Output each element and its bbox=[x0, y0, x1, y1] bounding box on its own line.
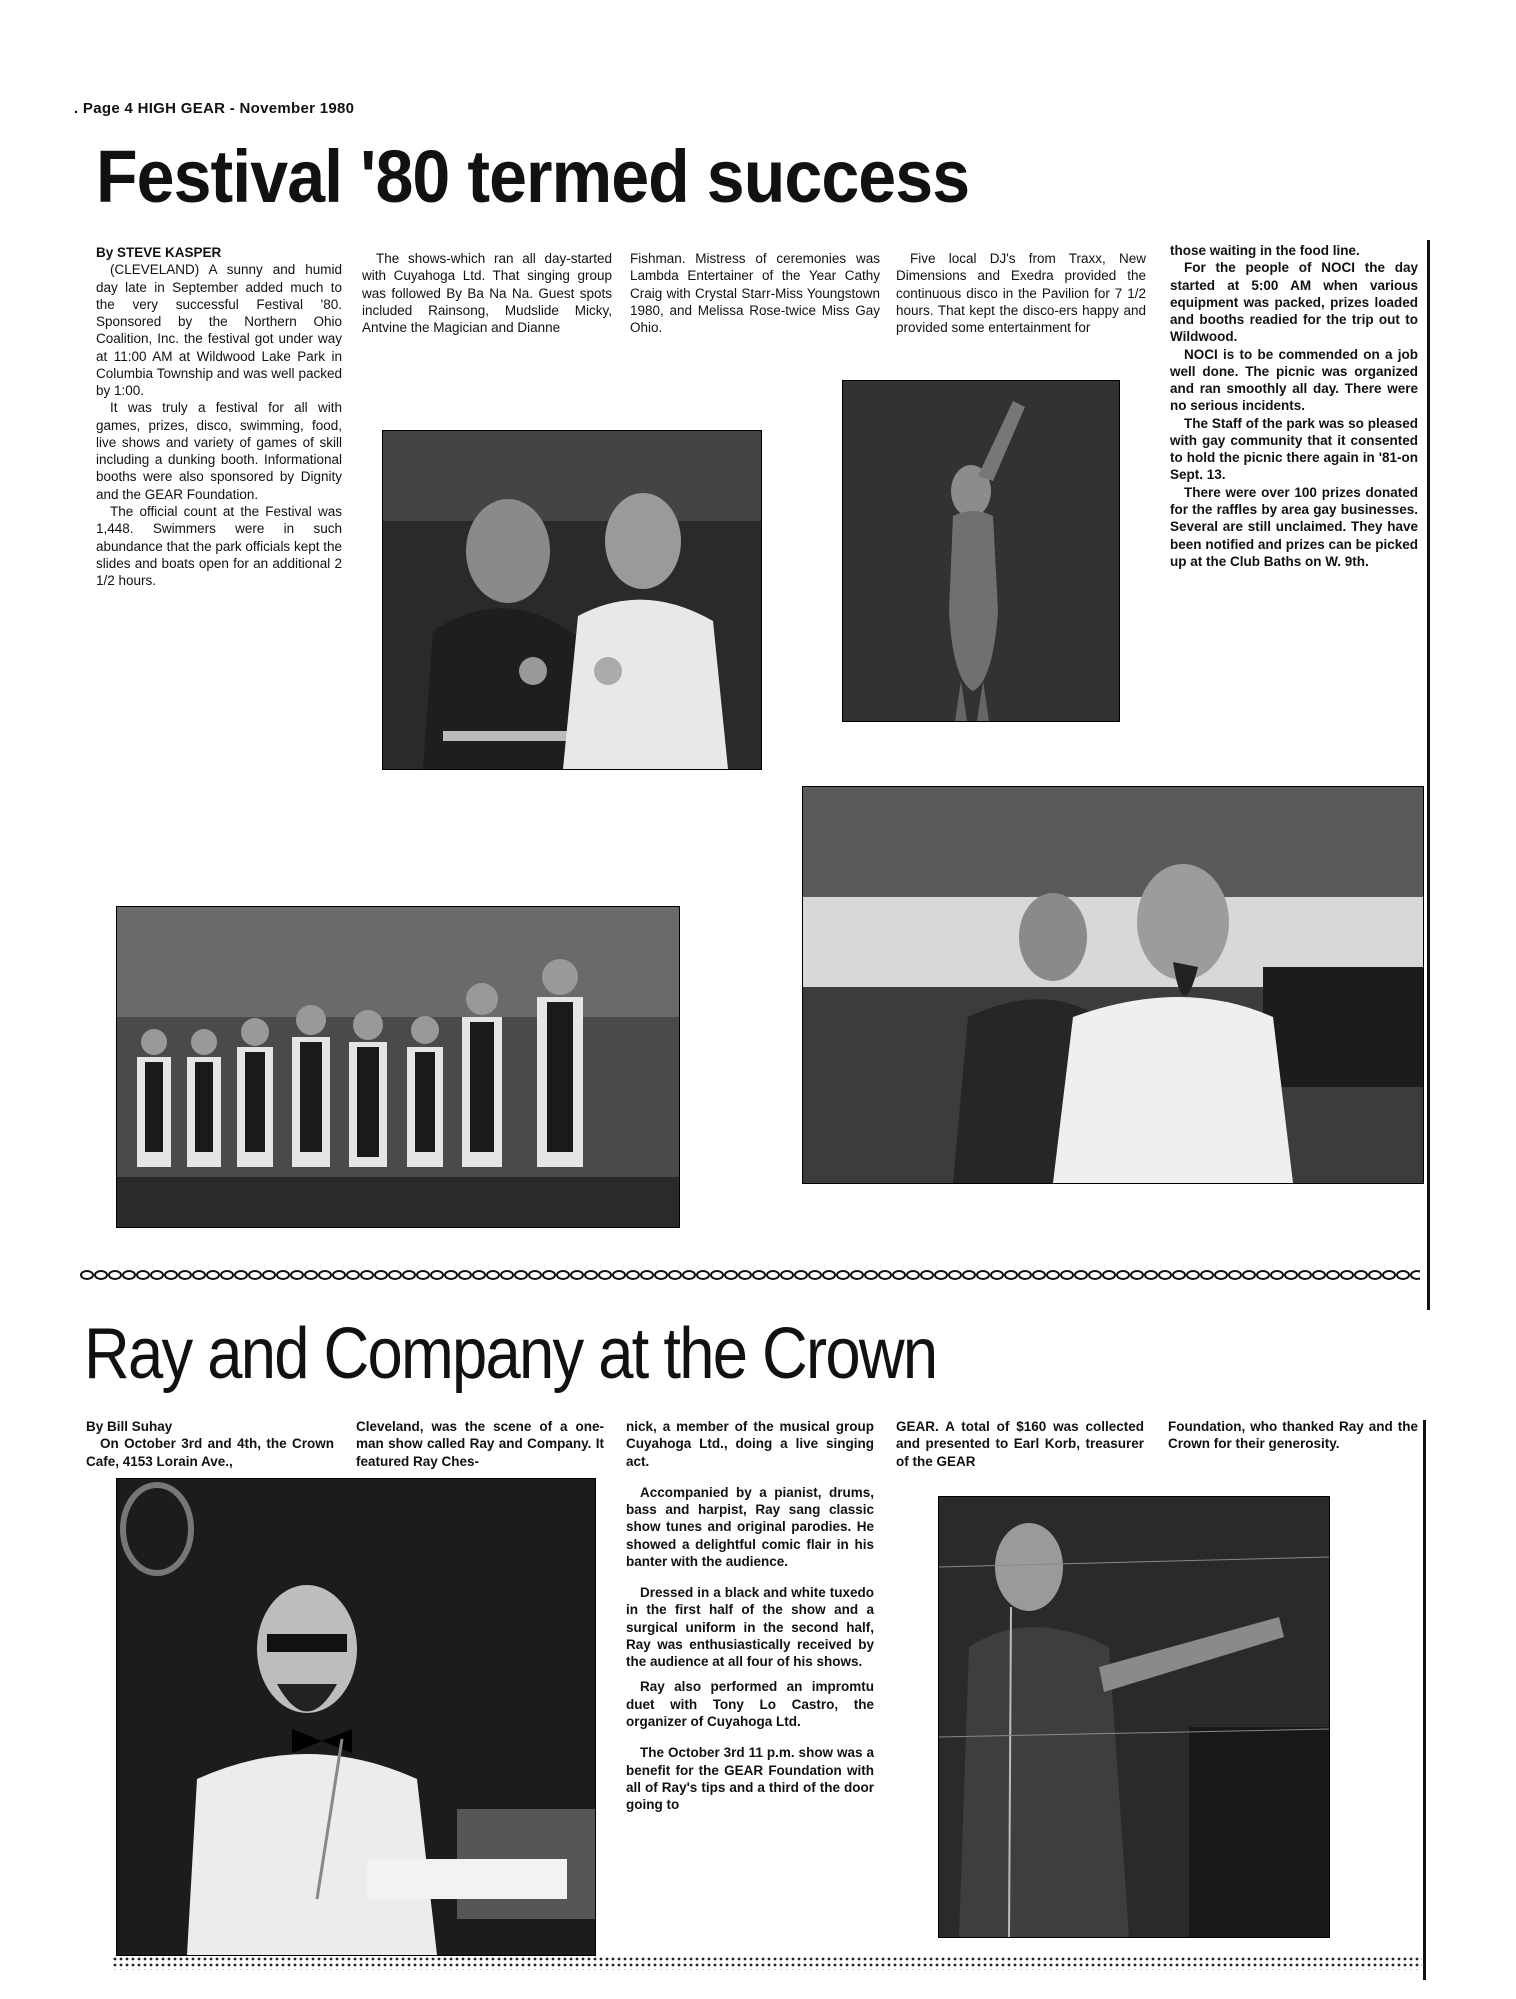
article1-paragraph: It was truly a festival for all with games, prizes, disco, swimming, food, live shows and variety of games of skill including a dunking booth. Informational booths were also sponsored by Dignity and the GEAR Foundation. bbox=[96, 400, 342, 502]
article2-paragraph: Accompanied by a pianist, drums, bass and harpist, Ray sang classic show tunes and original parodies. He showed a delightful comic flair in his banter with the audience. bbox=[626, 1484, 874, 1569]
article1-column-3 bbox=[630, 250, 880, 336]
photo-ray-singing bbox=[938, 1496, 1330, 1938]
article1-column-4 bbox=[896, 250, 1146, 336]
article1-paragraph: The shows-which ran all day-started with Cuyahoga Ltd. That singing group was followed By Ba Na Na. Guest spots included Rainsong, Mudslide Micky, Antvine the Magician and Dianne bbox=[362, 251, 612, 336]
article1-paragraph: The official count at the Festival was 1,448. Swimmers were in such abundance that the park officials kept the slides and boats open for an additional 2 1/2 hours. bbox=[96, 503, 342, 589]
article1-paragraph: (CLEVELAND) A sunny and humid day late in September added much to the very successful Festival '80. Sponsored by the Northern Ohio Coalition, Inc. the festival got under way at 11:00 AM at Wildwood Lake Park in Columbia Township and was well packed by 1:00. bbox=[96, 262, 342, 399]
column-rule bbox=[1423, 1420, 1426, 1980]
bottom-dotted-border bbox=[112, 1956, 1422, 1970]
article2-paragraph: GEAR. A total of $160 was collected and presented to Earl Korb, treasurer of the GEAR bbox=[896, 1419, 1144, 1469]
article2-column-4 bbox=[896, 1418, 1144, 1470]
article2-column-5 bbox=[1168, 1418, 1418, 1453]
headline-festival: Festival '80 termed success bbox=[96, 135, 970, 218]
article1-column-5 bbox=[1170, 242, 1418, 570]
article1-column-1 bbox=[96, 244, 342, 589]
article2-paragraph: Dressed in a black and white tuxedo in the first half of the show and a surgical uniform in the second half, Ray was enthusiastically received by the audience at all four of his shows. bbox=[626, 1585, 874, 1670]
article1-byline: By STEVE KASPER bbox=[96, 245, 222, 260]
photo-ray-tuxedo bbox=[116, 1478, 596, 1956]
article1-paragraph: For the people of NOCI the day started at 5:00 AM when various equipment was packed, prizes loaded and booths readied for the trip out to Wildwood. bbox=[1170, 260, 1418, 345]
photo-festival-singing-group bbox=[116, 906, 680, 1228]
article2-paragraph: Foundation, who thanked Ray and the Crown for their generosity. bbox=[1168, 1419, 1418, 1452]
article1-paragraph: Fishman. Mistress of ceremonies was Lambda Entertainer of the Year Cathy Craig with Crystal Starr-Miss Youngstown 1980, and Melissa Rose-twice Miss Gay Ohio. bbox=[630, 251, 880, 336]
article2-paragraph: Ray also performed an impromtu duet with Tony Lo Castro, the organizer of Cuyahoga Ltd. bbox=[626, 1679, 874, 1729]
photo-festival-two-bearded-men bbox=[802, 786, 1424, 1184]
photo-festival-dancer bbox=[842, 380, 1120, 722]
article2-paragraph: On October 3rd and 4th, the Crown Cafe, 4153 Lorain Ave., bbox=[86, 1436, 334, 1469]
article2-column-2 bbox=[356, 1418, 604, 1470]
article1-paragraph: There were over 100 prizes donated for the raffles by area gay businesses. Several are still unclaimed. They have been notified and prizes can be picked up at the Club Baths on W. 9th. bbox=[1170, 484, 1418, 569]
article2-column-3 bbox=[626, 1418, 874, 1813]
article1-paragraph: The Staff of the park was so pleased with gay community that it consented to hold the picnic there again in '81-on Sept. 13. bbox=[1170, 415, 1418, 483]
article2-paragraph: The October 3rd 11 p.m. show was a benefit for the GEAR Foundation with all of Ray's tips and a third of the door going to bbox=[626, 1745, 874, 1813]
article2-column-1 bbox=[86, 1418, 334, 1470]
headline-ray-and-company: Ray and Company at the Crown bbox=[84, 1314, 937, 1394]
article2-byline: By Bill Suhay bbox=[86, 1419, 173, 1434]
photo-festival-two-men bbox=[382, 430, 762, 770]
article2-paragraph: Cleveland, was the scene of a one-man show called Ray and Company. It featured Ray Ches- bbox=[356, 1419, 604, 1469]
article1-paragraph: Five local DJ's from Traxx, New Dimensions and Exedra provided the continuous disco in the Pavilion for 7 1/2 hours. That kept the disco-ers happy and provided some entertainment for bbox=[896, 251, 1146, 336]
column-rule bbox=[1427, 240, 1430, 1310]
article1-paragraph: NOCI is to be commended on a job well done. The picnic was organized and ran smoothly all day. There were no serious incidents. bbox=[1170, 346, 1418, 414]
chain-divider bbox=[80, 1268, 1420, 1280]
page-folio: . Page 4 HIGH GEAR - November 1980 bbox=[74, 100, 355, 117]
article2-paragraph: nick, a member of the musical group Cuyahoga Ltd., doing a live singing act. bbox=[626, 1419, 874, 1469]
article1-column-2 bbox=[362, 250, 612, 336]
article1-paragraph: those waiting in the food line. bbox=[1170, 243, 1360, 258]
